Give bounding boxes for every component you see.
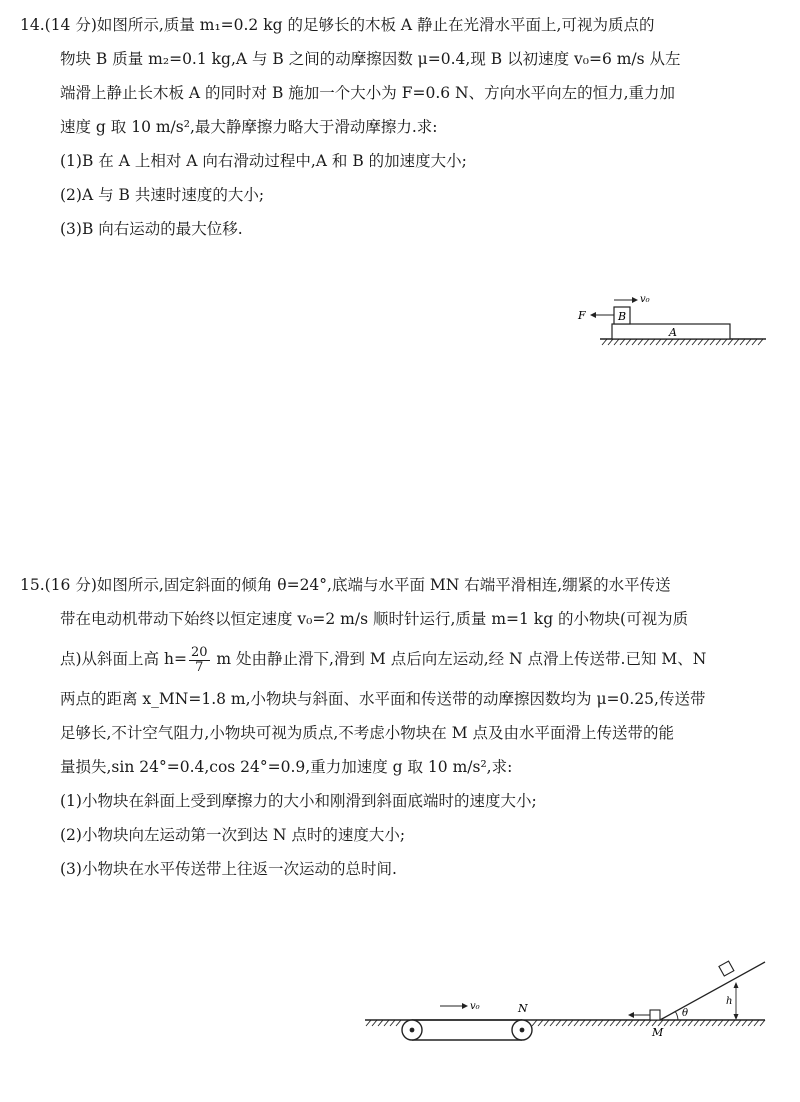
label-theta: θ xyxy=(682,1008,689,1019)
height-fraction xyxy=(189,646,210,675)
label-v0: v₀ xyxy=(640,294,650,305)
velocity-arrow-icon xyxy=(632,297,638,303)
problem-14 xyxy=(20,8,780,246)
p15-line-3-pre: 点)从斜面上高 h= xyxy=(60,650,187,668)
block-at-m xyxy=(650,1010,660,1020)
p15-line-1: 15.(16 分)如图所示,固定斜面的倾角 θ=24°,底端与水平面 MN 右端平滑相连,绷紧的水平传送 xyxy=(20,576,671,594)
force-arrow-icon xyxy=(590,312,596,318)
p14-line-4: 速度 g 取 10 m/s²,最大静摩擦力略大于滑动摩擦力.求: xyxy=(60,118,438,136)
p14-ground-hatch xyxy=(602,339,763,345)
p15-question-3: (3)小物块在水平传送带上往返一次运动的总时间. xyxy=(60,860,397,878)
p14-line-2: 物块 B 质量 m₂=0.1 kg,A 与 B 之间的动摩擦因数 μ=0.4,现 B 以初速度 v₀=6 m/s 从左 xyxy=(60,50,681,68)
p15-line-4: 两点的距离 x_MN=1.8 m,小物块与斜面、水平面和传送带的动摩擦因数均为 μ=0.25,传送带 xyxy=(60,690,706,708)
fraction-numerator: 20 xyxy=(190,644,208,660)
block-left-arrow-icon xyxy=(628,1012,634,1018)
p15-figure xyxy=(360,950,780,1050)
p15-line-2: 带在电动机带动下始终以恒定速度 v₀=2 m/s 顺时针运行,质量 m=1 kg 的小物块(可视为质 xyxy=(60,610,689,628)
label-h: h xyxy=(726,996,733,1007)
p15-line-6: 量损失,sin 24°=0.4,cos 24°=0.9,重力加速度 g 取 10 m/s²,求: xyxy=(60,758,513,776)
p14-question-1: (1)B 在 A 上相对 A 向右滑动过程中,A 和 B 的加速度大小; xyxy=(60,152,467,170)
p15-line-5: 足够长,不计空气阻力,小物块可视为质点,不考虑小物块在 M 点及由水平面滑上传送带的能 xyxy=(60,724,675,742)
fraction-denominator: 7 xyxy=(195,659,204,675)
belt-velocity-arrow-icon xyxy=(462,1003,468,1009)
label-b: B xyxy=(618,310,627,323)
p14-figure xyxy=(570,290,770,350)
p15-line-3-post: m 处由静止滑下,滑到 M 点后向左运动,经 N 点滑上传送带.已知 M、N xyxy=(211,650,707,668)
p14-line-1: 14.(14 分)如图所示,质量 m₁=0.2 kg 的足够长的木板 A 静止在光滑水平面上,可视为质点的 xyxy=(20,16,655,34)
p15-ground-hatch xyxy=(366,1020,765,1026)
p14-line-3: 端滑上静止长木板 A 的同时对 B 施加一个大小为 F=0.6 N、方向水平向左的恒力,重力加 xyxy=(60,84,676,102)
label-n: N xyxy=(518,1002,528,1015)
label-a: A xyxy=(669,326,677,339)
p14-question-2: (2)A 与 B 共速时速度的大小; xyxy=(60,186,265,204)
incline xyxy=(660,962,765,1020)
conveyor-belt xyxy=(402,1020,532,1040)
p15-question-2: (2)小物块向左运动第一次到达 N 点时的速度大小; xyxy=(60,826,406,844)
p14-question-3: (3)B 向右运动的最大位移. xyxy=(60,220,243,238)
label-f: F xyxy=(578,309,586,322)
block-on-incline xyxy=(719,961,734,976)
label-belt-v0: v₀ xyxy=(470,1001,480,1012)
problem-15 xyxy=(20,568,780,886)
label-m: M xyxy=(652,1026,664,1039)
p15-question-1: (1)小物块在斜面上受到摩擦力的大小和刚滑到斜面底端时的速度大小; xyxy=(60,792,537,810)
p15-line-3 xyxy=(20,636,780,682)
